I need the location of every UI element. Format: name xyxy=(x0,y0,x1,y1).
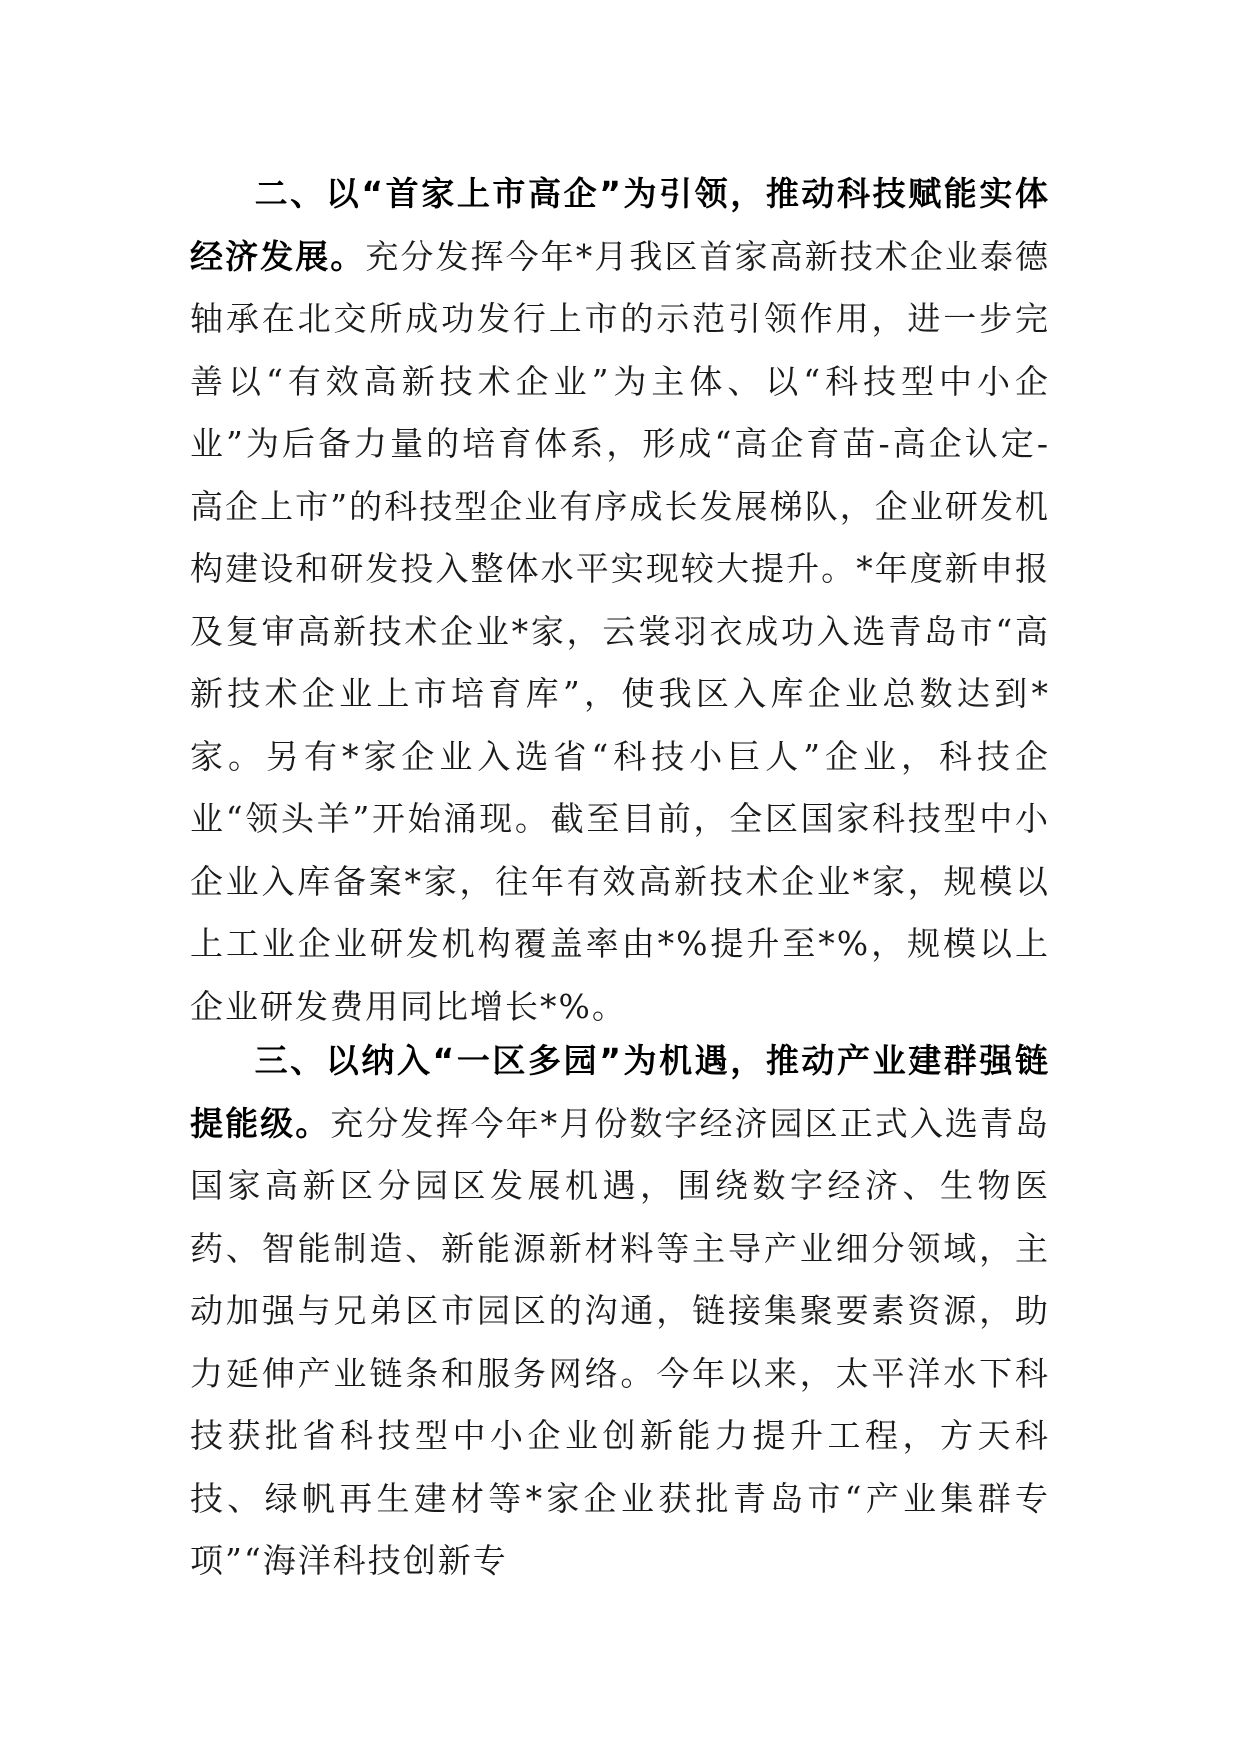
section-paragraph-2 xyxy=(190,163,1050,1038)
section-body-3: 充分发挥今年*月份数字经济园区正式入选青岛国家高新区分园区发展机遇，围绕数字经济、生物医药、智能制造、新能源新材料等主导产业细分领域，主动加强与兄弟区市园区的沟通，链接集聚要素资源，助力延伸产业链条和服务网络。今年以来，太平洋水下科技获批省科技型中小企业创新能力提升工程，方天科技、绿帆再生建材等*家企业获批青岛市“产业集群专项”“海洋科技创新专 xyxy=(190,1103,1050,1580)
section-body-2: 充分发挥今年*月我区首家高新技术企业泰德轴承在北交所成功发行上市的示范引领作用，进一步完善以“有效高新技术企业”为主体、以“科技型中小企业”为后备力量的培育体系，形成“高企育苗-高企认定-高企上市”的科技型企业有序成长发展梯队，企业研发机构建设和研发投入整体水平实现较大提升。*年度新申报及复审高新技术企业*家，云裳羽衣成功入选青岛市“高新技术企业上市培育库”，使我区入库企业总数达到*家。另有*家企业入选省“科技小巨人”企业，科技企业“领头羊”开始涌现。截至目前，全区国家科技型中小企业入库备案*家，往年有效高新技术企业*家，规模以上工业企业研发机构覆盖率由*%提升至*%，规模以上企业研发费用同比增长*%。 xyxy=(190,236,1050,1026)
section-paragraph-3 xyxy=(190,1030,1050,1593)
section-heading-2: 二、以“首家上市高企”为引领，推动科技赋能实体经济发展。 xyxy=(190,174,1050,276)
section-heading-3: 三、以纳入“一区多园”为机遇，推动产业建群强链提能级。 xyxy=(190,1041,1050,1143)
